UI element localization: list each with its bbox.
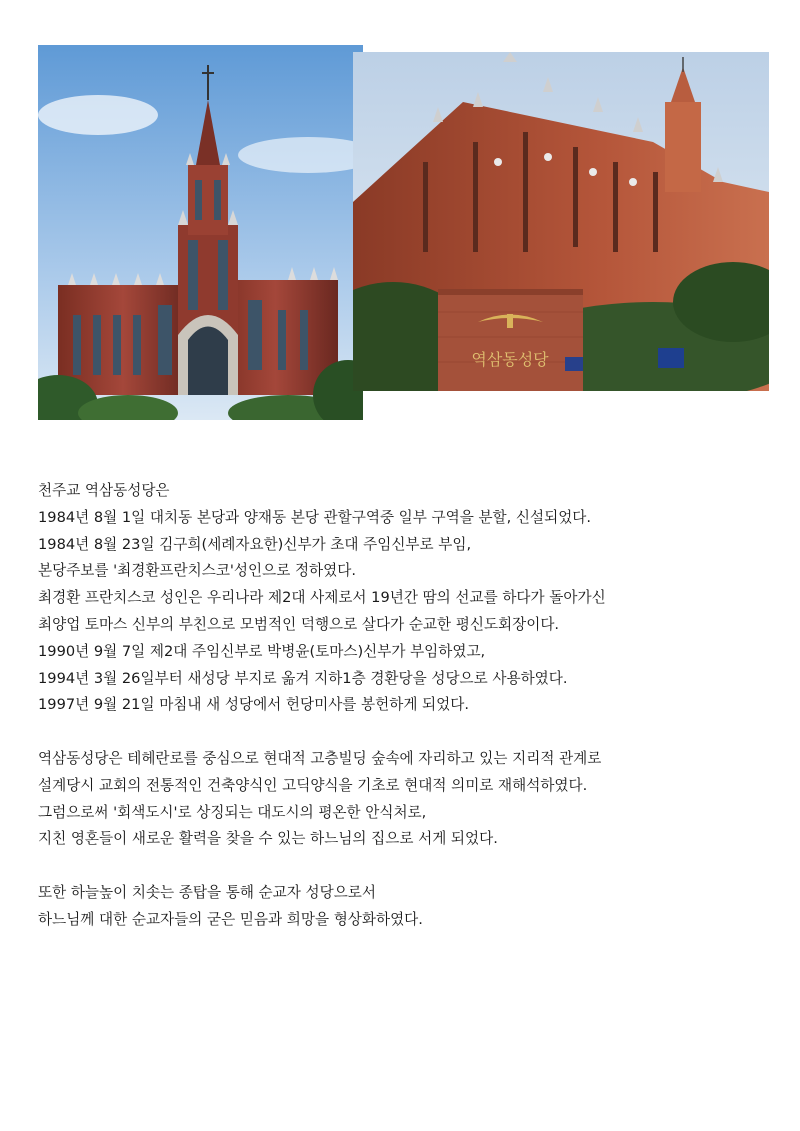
text-line: 그럼으로써 '회색도시'로 상징되는 대도시의 평온한 안식처로, <box>38 803 427 821</box>
text-line: 설계당시 교회의 전통적인 건축양식인 고딕양식을 기초로 현대적 의미로 재해석하였다. <box>38 776 588 794</box>
paragraph-bell-tower <box>38 880 778 934</box>
text-line: 1994년 3월 26일부터 새성당 부지로 옮겨 지하1층 경환당을 성당으로 사용하였다. <box>38 669 568 687</box>
text-line: 최양업 토마스 신부의 부친으로 모범적인 덕행으로 살다가 순교한 평신도회장이다. <box>38 615 560 633</box>
text-line: 본당주보를 '최경환프란치스코'성인으로 정하였다. <box>38 562 356 580</box>
church-history-text <box>38 478 778 934</box>
text-line: 최경환 프란치스코 성인은 우리나라 제2대 사제로서 19년간 땀의 선교를 하다가 돌아가신 <box>38 589 606 607</box>
text-line: 지친 영혼들이 새로운 활력을 찾을 수 있는 하느님의 집으로 서게 되었다. <box>38 830 498 848</box>
text-line: 역삼동성당은 테헤란로를 중심으로 현대적 고층빌딩 숲속에 자리하고 있는 지리적 관계로 <box>38 749 602 767</box>
text-line: 1990년 9월 7일 제2대 주임신부로 박병윤(토마스)신부가 부임하였고, <box>38 642 486 660</box>
paragraph-history <box>38 478 778 719</box>
text-line: 하느님께 대한 순교자들의 굳은 믿음과 희망을 형상화하였다. <box>38 910 423 928</box>
text-line: 1997년 9월 21일 마침내 새 성당에서 헌당미사를 봉헌하게 되었다. <box>38 696 469 714</box>
paragraph-architecture <box>38 746 778 853</box>
sign-text: 역삼동성당 <box>471 350 549 369</box>
text-line: 또한 하늘높이 치솟는 종탑을 통해 순교자 성당으로서 <box>38 883 376 901</box>
text-line: 천주교 역삼동성당은 <box>38 482 170 499</box>
church-front-photo <box>38 45 363 420</box>
text-line: 1984년 8월 1일 대치동 본당과 양재동 본당 관할구역중 일부 구역을 분할, 신설되었다. <box>38 508 592 526</box>
text-line: 1984년 8월 23일 김구희(세례자요한)신부가 초대 주임신부로 부임, <box>38 535 472 553</box>
church-side-photo <box>353 52 769 391</box>
